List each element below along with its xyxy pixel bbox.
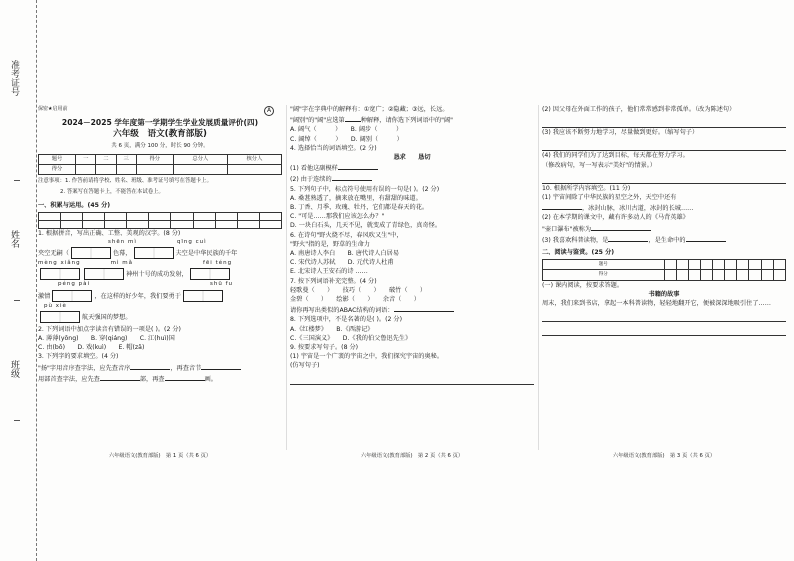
secret-label: 保密★启用前 — [38, 106, 68, 112]
answer-line[interactable] — [394, 304, 454, 312]
text: "阔别"的"阔"应选第 — [290, 117, 345, 125]
answer-line[interactable] — [608, 234, 648, 242]
answer-line[interactable] — [345, 114, 361, 122]
exam-subtitle: 六年级 语文(教育部版) — [113, 129, 207, 140]
text: 激情 — [38, 292, 51, 300]
text: 种解释，请你选下列词语中的"阔" — [360, 117, 454, 125]
text: 画。 — [204, 375, 217, 383]
pinyin: mì mǎ — [110, 260, 133, 267]
question-7: 7. 按下列词语补充完整。(4 分) — [290, 277, 377, 285]
score-head: 核分人 — [227, 154, 281, 164]
text: (2) 在本学期的课文中，藏有许多动人的《马背英雄》 — [542, 214, 689, 222]
pinyin: pù xiè — [44, 302, 67, 309]
note-1: 注意事项：1. 作答前请将学校、姓名、班级、准考证号填写在答题卡上。 — [38, 178, 212, 185]
text: 航天强国的梦想。 — [82, 313, 132, 321]
score-head: 题号 — [39, 154, 76, 164]
writing-line[interactable] — [542, 324, 786, 336]
pinyin: shēn mì — [108, 239, 137, 246]
text: (3) 我喜欢科普读物，是 — [542, 236, 609, 244]
exam-info: 共 6 页，满分 100 分，时长 90 分钟。 — [111, 142, 209, 149]
binding-tick — [14, 420, 20, 421]
hanzi-grid[interactable] — [183, 290, 223, 302]
question-8: 8. 下列选项中，不是名著的是( )。(2 分) — [290, 316, 403, 324]
hanzi-grid[interactable] — [190, 268, 230, 280]
text: 用部首查字法，应先查 — [38, 375, 100, 383]
exam-title: 2024－2025 学年度第一学期学生学业发展质量评价(四) — [61, 118, 259, 128]
pinyin: shū fu — [210, 281, 234, 288]
question-5: 5. 下列句子中，标点符号使用有误的一句是( )。(2 分) — [290, 185, 440, 193]
page-footer: 六年级语文(教育部版) 第 3 页（共 6 页） — [612, 453, 716, 459]
hanzi-grid[interactable] — [40, 268, 80, 280]
text: (3) 我应该不断努力地学习，尽量做到更好。（缩写句子） — [542, 129, 699, 137]
score-cell[interactable] — [96, 165, 116, 175]
option-row: C.《三国演义》 D.《我的伯父鲁迅先生》 — [290, 334, 412, 342]
text: 夹空无嗣（ — [38, 250, 69, 258]
option-row: B. 丁香、月季、玫瑰、牡丹，它们都是春天的花。 — [290, 204, 429, 212]
score-cell[interactable] — [136, 165, 173, 175]
text: （修改病句，写一写表示"美好"的情景。） — [542, 161, 656, 169]
text: ，再查音节 — [170, 364, 202, 372]
score-head: 三 — [116, 154, 136, 164]
score-cell[interactable] — [76, 165, 96, 175]
text: ，冰封山脉，冰川古道，冰封的长城…… — [582, 205, 694, 213]
question-4: 4. 选择恰当的词语填空。(2 分) — [290, 144, 377, 152]
writing-line[interactable] — [542, 139, 786, 151]
fill-row: 轻歌曼（ ） 技巧（ ） 破竹（ ） — [290, 286, 427, 294]
option-row: A. 薄薄(yōng) B. 穿(qiáng) C. 江(huì)国 — [38, 335, 175, 343]
reading-instruction: (一) 课内阅读，按要求答题。 — [542, 281, 624, 289]
score-label: 得分 — [543, 270, 665, 280]
score-head: 二 — [96, 154, 116, 164]
question-6: 6. 在诗句"野火烧不尽，春风吹又生"中， — [290, 231, 403, 239]
text: 夫空是中华民族的千年 — [175, 250, 238, 258]
option-row: C. 宋代诗人苏轼 D. 元代诗人杜甫 — [290, 259, 394, 267]
pinyin: fēi téng — [202, 260, 233, 267]
option-row: C. 由(bō) D. 戏(kuì) E. 帽(zā) — [38, 344, 145, 352]
option-row: A. 阔气（ ） B. 阔步（ ） — [290, 126, 403, 134]
option-row: E. 北宋诗人王安石的诗 …… — [290, 268, 368, 276]
score-label: 题号 — [543, 260, 665, 270]
binding-tick — [14, 180, 20, 181]
score-cell[interactable] — [227, 165, 281, 175]
writing-line[interactable] — [542, 172, 786, 184]
text: (2) 因父母在外面工作的孩子，他们常常感到非常孤单。（改为陈述句） — [542, 106, 736, 113]
pinyin: péng pài — [58, 281, 90, 288]
question-9: 9. 按要求写句子。(8 分) — [290, 344, 359, 352]
question-3: 3. 下列字的要求填空。(4 分) — [38, 353, 119, 361]
score-cell[interactable] — [116, 165, 136, 175]
option-row: C. 阔绰（ ） D. 阔别（ ） — [290, 135, 403, 143]
score-cell[interactable] — [173, 165, 227, 175]
score-row-label: 得分 — [39, 165, 76, 175]
option-row: D. 一块白石头，几天不见，就变成了青绿色，真奇怪。 — [290, 222, 442, 230]
page-2 — [290, 105, 534, 450]
page-divider — [286, 105, 287, 450]
text: "阔"字在字典中的解释有：①宽广；②隐藏；③远，长远。 — [290, 106, 449, 113]
page-divider — [538, 105, 539, 450]
fill-row: 金碧（ ） 绘影（ ） 余音（ ） — [290, 296, 420, 304]
section-score-table — [38, 212, 282, 229]
answer-line[interactable] — [542, 202, 582, 210]
writing-line[interactable] — [542, 116, 786, 128]
text: ，是生命中的 — [648, 236, 686, 244]
score-head: 一 — [76, 154, 96, 164]
writing-line[interactable] — [290, 373, 534, 385]
text: (2) 由于连续的 — [290, 176, 332, 184]
score-table — [38, 154, 282, 175]
page-footer: 六年级语文(教育部版) 第 2 页（共 6 页） — [360, 453, 464, 459]
pinyin: mèng xiǎng — [38, 260, 81, 267]
answer-line[interactable] — [591, 223, 651, 231]
word-options: 恳求 恳切 — [393, 154, 431, 162]
passage-title: 书籍的故事 — [648, 290, 680, 298]
note-2: 2. 答案写在答题卡上，不能答在本试卷上。 — [60, 189, 164, 196]
text: (1) 宇宙是一个广袤的宇宙之中，我们探究宇宙的奥秘。 — [290, 353, 444, 361]
name-label: 姓名 — [9, 230, 19, 248]
option-row: C. "可是……那我们应该怎么办？" — [290, 213, 385, 221]
answer-line[interactable] — [201, 362, 241, 370]
text: (4) 我们的同学们为了达到目标，每天都在努力学习。 — [542, 152, 689, 160]
section-score-table — [542, 259, 786, 280]
pinyin: qīng cuì — [176, 239, 207, 246]
page-1 — [38, 105, 282, 450]
text: 色幕， — [112, 250, 132, 258]
writing-line[interactable] — [542, 310, 786, 322]
option-row: A.《红楼梦》 B.《西游记》 — [290, 325, 374, 333]
question-1: 1. 根据拼音，写出正确、工整、美观的汉字。(8 分) — [38, 229, 181, 237]
answer-line[interactable] — [130, 362, 170, 370]
section-1-title: 一、积累与运用。(45 分) — [38, 201, 111, 209]
text: (1) 看他这副模样 — [290, 165, 338, 173]
exam-no-label: 准考证号 — [9, 60, 19, 96]
question-2: 2. 下列词语中加点字读音有错误的一项是( )。(2 分) — [38, 325, 181, 333]
answer-line[interactable] — [100, 373, 140, 381]
hanzi-grid[interactable] — [134, 247, 174, 259]
answer-line[interactable] — [165, 373, 205, 381]
text: 部，再查 — [139, 375, 165, 383]
hanzi-grid[interactable] — [71, 247, 111, 259]
text: "扬"字用音序查字法，应先查音序 — [38, 364, 131, 372]
page-3 — [542, 105, 786, 450]
text: "野火"指的是，野草的生命力 — [290, 240, 370, 248]
page-footer: 六年级语文(教育部版) 第 1 页（共 6 页） — [108, 453, 212, 459]
text: "壶口瀑布"被称为 — [542, 225, 592, 233]
text: ，在这样的好少年，我们要勇于 — [94, 292, 181, 300]
binding-tick — [14, 300, 20, 301]
hanzi-grid[interactable] — [40, 311, 80, 323]
section-2-title: 二、阅读与鉴赏。(25 分) — [542, 249, 615, 257]
binding-margin — [0, 0, 37, 561]
text: (1) 宇宙间除了中华民族的星空之外，天空中还有 — [542, 194, 677, 202]
passage-text: 周末，我们来到书店，拿起一本科普读物，轻轻地翻开它，便被深深地吸引住了…… — [542, 300, 771, 308]
answer-line[interactable] — [332, 173, 372, 181]
score-head: 总分人 — [173, 154, 227, 164]
question-10: 10. 根据所学内容填空。(11 分) — [542, 184, 631, 192]
text: 请你再写出类似的ABAC结构的词语： — [290, 307, 394, 315]
option-row: A. 桑葚熟透了，摘来放在嘴里，有甜甜的味道。 — [290, 194, 422, 202]
answer-line[interactable] — [686, 234, 726, 242]
hanzi-grid[interactable] — [84, 268, 124, 280]
option-row: A. 南唐诗人李白 B. 唐代诗人白居易 — [290, 250, 400, 258]
score-head: 得分 — [136, 154, 173, 164]
class-label: 班级 — [9, 360, 19, 378]
answer-line[interactable] — [338, 162, 378, 170]
hanzi-grid[interactable] — [52, 290, 92, 302]
text: 神州十号的成功发射， — [126, 271, 188, 279]
text: (仿写句子) — [290, 362, 320, 370]
version-circle: A — [264, 106, 274, 116]
